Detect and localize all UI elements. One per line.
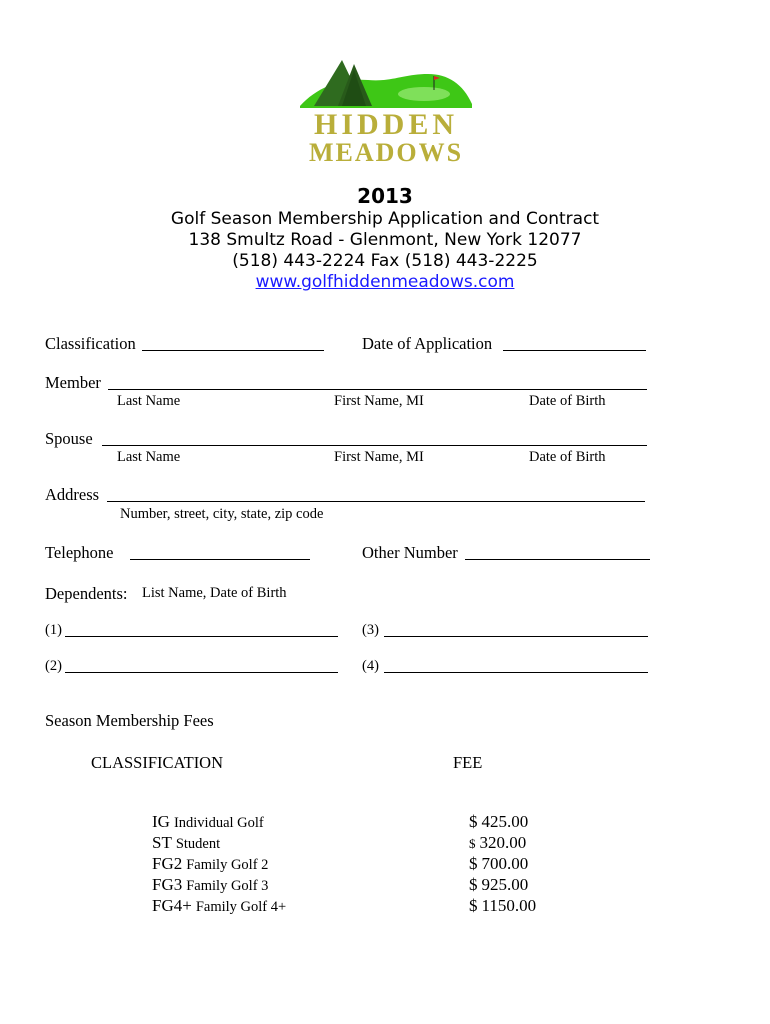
other-number-label: Other Number: [362, 543, 458, 562]
hidden-meadows-logo: [298, 56, 474, 166]
website-link[interactable]: www.golfhiddenmeadows.com: [255, 272, 515, 292]
hills-and-trees-icon: [298, 56, 474, 112]
logo-text-meadows: MEADOWS: [308, 138, 464, 167]
classification-label: Classification: [45, 334, 136, 353]
fee-code: FG2: [152, 854, 183, 873]
fee-description: Family Golf 4+: [195, 899, 287, 915]
header-year: 2013: [357, 184, 413, 208]
fee-row-amount: [453, 878, 536, 934]
address-label: Address: [45, 485, 100, 504]
fee-code: ST: [152, 833, 172, 852]
dependent-2-number: (2): [45, 658, 62, 674]
spouse-label: Spouse: [45, 429, 93, 448]
telephone-field[interactable]: [130, 559, 310, 560]
fees-classification-header: CLASSIFICATION: [91, 753, 224, 772]
fee-description: Student: [175, 836, 221, 852]
fees-section-title: Season Membership Fees: [45, 711, 214, 730]
member-last-name-caption: Last Name: [117, 393, 181, 409]
member-first-name-caption: First Name, MI: [334, 393, 424, 409]
document-header: [0, 183, 770, 293]
member-dob-caption: Date of Birth: [529, 393, 606, 409]
date-of-application-field[interactable]: [503, 350, 646, 351]
member-label: Member: [45, 373, 101, 392]
fee-code: FG4+: [152, 896, 192, 915]
fee-amount: 700.00: [481, 854, 529, 873]
fee-description: Family Golf 2: [186, 857, 269, 873]
dependent-1-number: (1): [45, 622, 62, 638]
fee-amount: 425.00: [481, 812, 529, 831]
header-address: 138 Smultz Road - Glenmont, New York 12077: [188, 230, 582, 250]
dependent-1-field[interactable]: [65, 636, 338, 637]
spouse-last-name-caption: Last Name: [117, 449, 181, 465]
fee-currency: $: [469, 875, 478, 894]
fee-code: FG3: [152, 875, 183, 894]
fee-description: Family Golf 3: [186, 878, 269, 894]
spouse-dob-caption: Date of Birth: [529, 449, 606, 465]
other-number-field[interactable]: [465, 559, 650, 560]
fee-code: IG: [152, 812, 170, 831]
classification-field[interactable]: [142, 350, 324, 351]
fee-currency: $: [469, 836, 476, 851]
dependents-label: Dependents:: [45, 584, 128, 603]
dependents-hint: List Name, Date of Birth: [142, 585, 287, 601]
dependent-4-field[interactable]: [384, 672, 648, 673]
fee-currency: $: [469, 854, 478, 873]
spouse-field[interactable]: [102, 445, 647, 446]
dependent-2-field[interactable]: [65, 672, 338, 673]
telephone-label: Telephone: [45, 543, 114, 562]
fee-description: Individual Golf: [173, 815, 264, 831]
dependent-3-number: (3): [362, 622, 379, 638]
fee-amount: 320.00: [479, 833, 527, 852]
dependent-3-field[interactable]: [384, 636, 648, 637]
fee-amount: 1150.00: [481, 896, 537, 915]
fee-amount: 925.00: [481, 875, 529, 894]
fee-currency: $: [469, 896, 478, 915]
member-field[interactable]: [108, 389, 647, 390]
address-hint: Number, street, city, state, zip code: [120, 506, 324, 522]
header-phone: (518) 443-2224 Fax (518) 443-2225: [232, 251, 538, 271]
address-field[interactable]: [107, 501, 645, 502]
spouse-first-name-caption: First Name, MI: [334, 449, 424, 465]
fee-currency: $: [469, 812, 478, 831]
date-of-application-label: Date of Application: [362, 334, 493, 353]
dependent-4-number: (4): [362, 658, 379, 674]
fees-fee-header: FEE: [453, 753, 483, 772]
header-title: Golf Season Membership Application and Contract: [170, 209, 600, 229]
fee-row-classification: [136, 878, 286, 934]
logo-text-hidden: HIDDEN: [313, 108, 458, 141]
